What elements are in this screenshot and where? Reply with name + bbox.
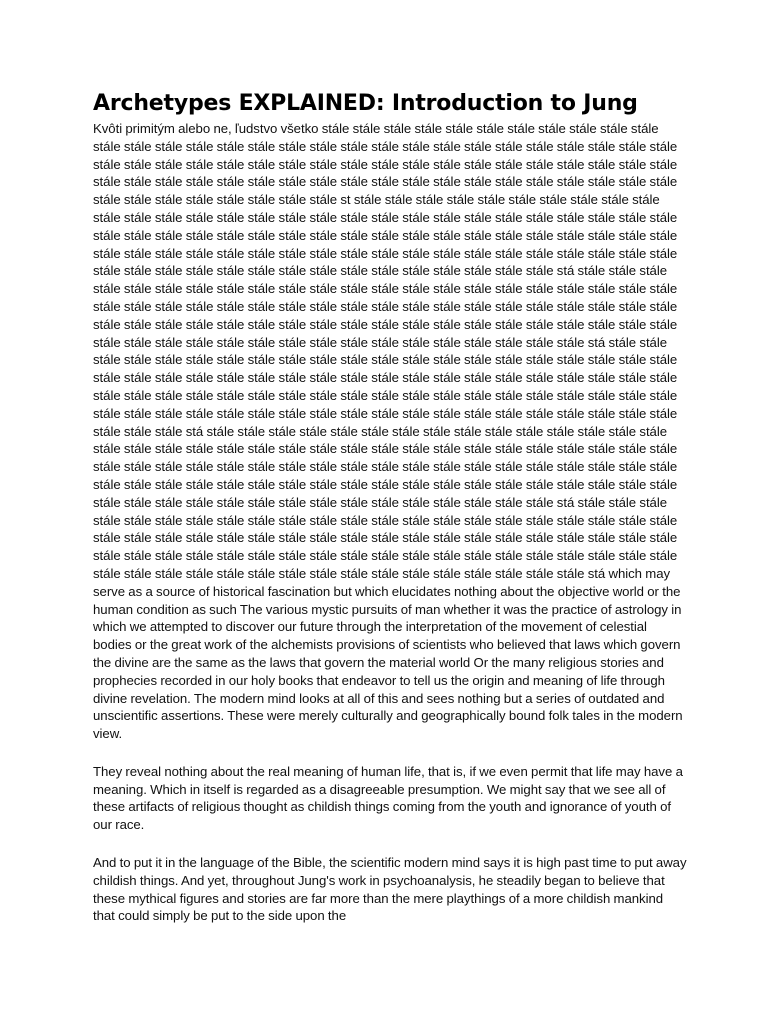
body-paragraph-2: They reveal nothing about the real meaning of human life, that is, if we even permit that life may have a meaning. Which in itself is regarded as a disagreeable presumption. We might say that we see all of these artifacts of religious thought as childish things coming from the youth and ignorance of youth of our race.: [93, 763, 683, 833]
document-title: Archetypes EXPLAINED: Introduction to Jung: [93, 91, 638, 116]
body-paragraph-3: And to put it in the language of the Bible, the scientific modern mind says it is high past time to put away childish things. And yet, throughout Jung's work in psychoanalysis, he steadily began to believe that these mythical figures and stories are far more than the mere playthings of a more childish mankind that could simply be put to the side upon the: [93, 855, 687, 924]
body-paragraph-1: Kvôti primitým alebo ne, ľudstvo všetko stále stále stále stále stále stále stále stále stále stále stále stále stále stále stále stále stále stále stále stále stále stále stále stále stále stále stále stále stále stále stále stále stále stále stále stále stále stále stále stále stále stále stále stále stále stále stále stále stále stále stále stále stále stále stále stále stále stále stále stále stále stále stále stále stále stále stále stále stále stále stále stále stále stále stále stále st stále stále stále stále stále stále stále stále stále stále stále stále stále stále stále stále stále stále stále stále stále stále stále stále stále stále stále stále stále stále stále stále stále stále stále stále stále stále stále stále stále stále stále stále stále stále stále stále stále stále stále stále stále stále stále stále stále stále stále stále stále stále stále stále stále stále stále stále stále stále stále stále stále stále stále stále stále stále stále stále stále stále stá stále stále stále stále stále stále stále stále stále stále stále stále stále stále stále stále stále stále stále stále stále stále stále stále stále stále stále stále stále stále stále stále stále stále stále stále stále stále stále stále stále stále stále stále stále stále stále stále stále stále stále stále stále stále stále stále stále stále stále stále stále stále stále stále stále stále stále stále stále stále stále stále stále stále stále stále stá stále stále stále stále stále stále stále stále stále stále stále stále stále stále stále stále stále stále stále stále stále stále stále stále stále stále stále stále stále stále stále stále stále stále stále stále stále stále stále stále stále stále stále stále stále stále stále stále stále stále stále stále stále stále stále stále stále stále stále stále stále stále stále stále stále stále stále stále stále stále stále stále stále stále stále stále stále stále stále stále stále stá stále stále stále stále stále stále stále stále stále stále stále stále stále stále stále stále stále stále stále stále stále stále stále stále stále stále stále stále stále stále stále stále stále stále stále stále stále stále stále stále stále stále stále stále stále stále stále stále stále stále stále stále stále stále stále stále stále stále stále stále stále stále stále stále stále stále stále stále stále stále stále stále stále stále stále stále stále stále stále stále stále stále stále stále stále stále stále stá stále stále stále stále stále stále stále stále stále stále stále stále stále stále stále stále stále stále stále stále stále stále stále stále stále stále stále stále stále stále stále stále stále stále stále stále stále stále stále stále stále stále stále stále stále stále stále stále stále stále stále stále stále stále stále stále stále stále stále stále stále stále stále stále stále stále stále stále stále stále stále stále stále stále stále stále stá which may serve as a source of historical fascination but which elucidates nothing about the objective world or the human condition as such The various mystic pursuits of man whether it was the practice of astrology in which we attempted to discover our future through the interpretation of the movement of celestial bodies or the great work of the alchemists provisions of scientists who believed that laws which govern the divine are the same as the laws that govern the material world Or the many religious stories and prophecies recorded in our holy books that endeavor to tell us the origin and meaning of life through divine revelation. The modern mind looks at all of this and sees nothing but a series of outdated and unscientific assertions. These were merely culturally and geographically bound folk tales in the modern view.: [93, 121, 683, 742]
